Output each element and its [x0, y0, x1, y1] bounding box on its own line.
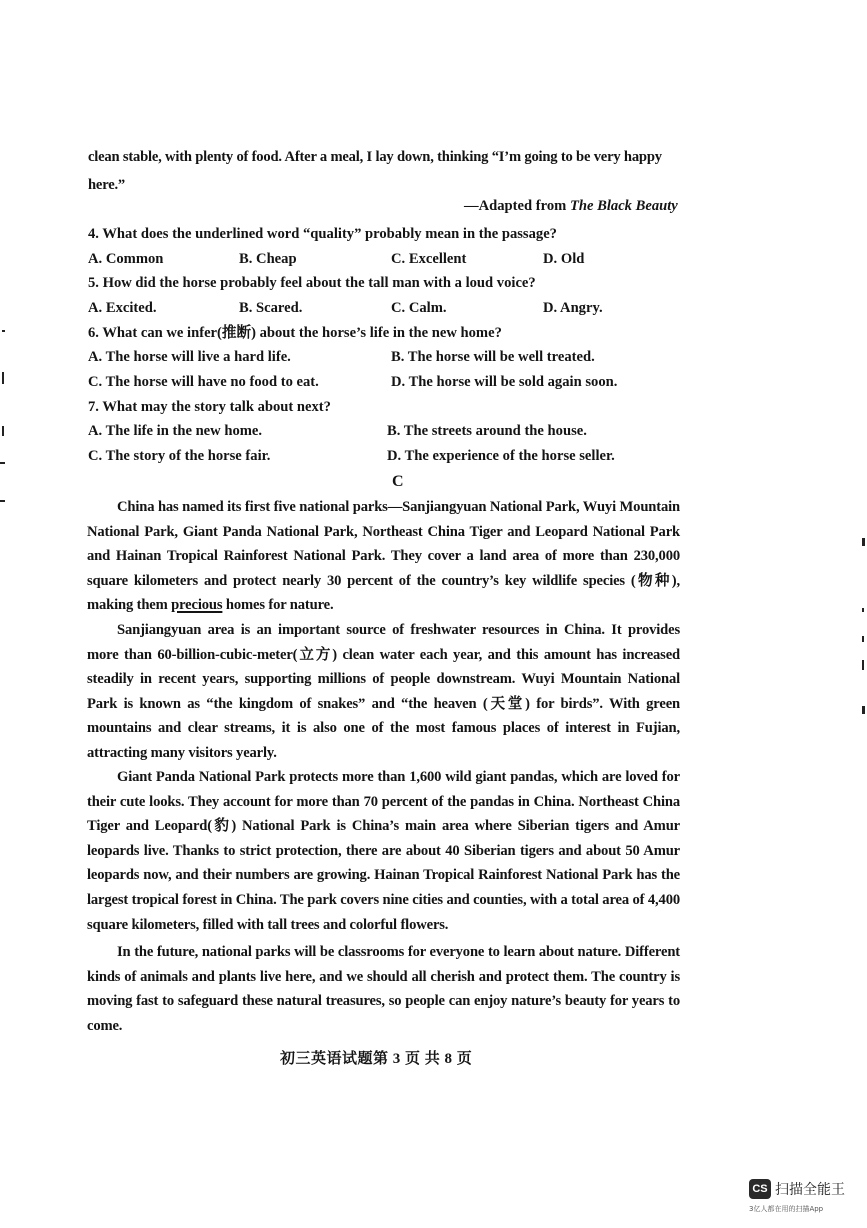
scan-mark [2, 330, 5, 332]
q6-option-c: C. The horse will have no food to eat. [88, 374, 319, 390]
q4-option-d: D. Old [543, 251, 585, 267]
underlined-word-precious: precious [171, 597, 223, 614]
section-c-paragraph-1 [87, 495, 680, 618]
p1-text-after: homes for nature. [222, 597, 334, 614]
p3-text: Giant Panda National Park protects more than 1,600 wild giant pandas, which are loved for their cute looks. They account for more than 70 percent of the pandas in China. Northeast China Tiger and Leopard(豹) National Park is China’s main area where Siberian tigers and Amur leopards live. Thanks to strict protection, there are about 40 Siberian tigers and about 50 Amur leopards now, and their numbers are growing. Hainan Tropical Rainforest National Park has the largest tropical forest in China. The park covers nine cities and counties, with a total area of 4,400 square kilometers, filled with tall trees and colorful flowers. [87, 769, 680, 933]
q7-option-a: A. The life in the new home. [88, 423, 263, 439]
passage-source [464, 198, 678, 215]
passage-b-line-1: clean stable, with plenty of food. After a meal, I lay down, thinking “I’m going to be very happy [88, 149, 662, 165]
section-c-paragraph-4 [87, 940, 680, 1038]
question-5: 5. How did the horse probably feel about the tall man with a loud voice? [88, 275, 536, 291]
q4-option-c: C. Excellent [391, 251, 467, 267]
q7-option-c: C. The story of the horse fair. [88, 448, 271, 464]
p4-text: In the future, national parks will be classrooms for everyone to learn about nature. Different kinds of animals and plants live here, and we should all cherish and protect them. The country is moving fast to safeguard these natural treasures, so people can enjoy nature’s beauty for years to come. [87, 944, 680, 1034]
scan-mark [862, 706, 865, 714]
section-c-heading: C [392, 473, 404, 490]
q5-option-a: A. Excited. [88, 300, 157, 316]
passage-b-line-2: here.” [88, 177, 126, 193]
scan-mark [862, 660, 864, 670]
cs-logo-icon: CS [749, 1179, 771, 1199]
scan-mark [2, 426, 4, 436]
question-4: 4. What does the underlined word “quality” probably mean in the passage? [88, 226, 557, 242]
q4-option-b: B. Cheap [239, 251, 297, 267]
scan-mark [0, 500, 5, 502]
source-title: The Black Beauty [569, 198, 678, 214]
section-c-paragraph-3 [87, 765, 680, 937]
scanner-brand-name: 扫描全能王 [775, 1182, 845, 1198]
p2-text: Sanjiangyuan area is an important source of freshwater resources in China. It provides more than 60-billion-cubic-meter(立方) clean water each year, and this amount has increased steadily in recent years, supporting millions of people downstream. Wuyi Mountain National Park is known as “the kingdom of snakes” and “the heaven (天堂) for birds”. With green mountains and clear streams, it is also one of the most famous places of interest in Fujian, attracting many visitors yearly. [87, 622, 680, 761]
q5-option-d: D. Angry. [543, 300, 603, 316]
p1-text-before: China has named its first five national parks—Sanjiangyuan National Park, Wuyi Mountain National Park, Giant Panda National Park, Northeast China Tiger and Leopard National Park and Hainan Tropical Rainforest National Park. They cover a land area of more than 230,000 square kilometers and protect nearly 30 percent of the country’s key wildlife species (物种), making them [87, 499, 680, 614]
q6-option-b: B. The horse will be well treated. [391, 349, 595, 365]
q7-option-d: D. The experience of the horse seller. [387, 448, 615, 464]
question-6: 6. What can we infer(推断) about the horse’s life in the new home? [88, 325, 502, 341]
q6-option-d: D. The horse will be sold again soon. [391, 374, 618, 390]
q7-option-b: B. The streets around the house. [387, 423, 587, 439]
scan-mark [0, 462, 5, 464]
page-footer: 初三英语试题第 3 页 共 8 页 [280, 1051, 473, 1067]
scan-mark [862, 538, 865, 546]
q5-option-b: B. Scared. [239, 300, 303, 316]
scanner-tagline: 3亿人都在用的扫描App [749, 1205, 824, 1213]
q6-option-a: A. The horse will live a hard life. [88, 349, 291, 365]
scan-mark [2, 372, 4, 384]
question-7: 7. What may the story talk about next? [88, 399, 331, 415]
scan-mark [862, 636, 864, 642]
section-c-paragraph-2 [87, 618, 680, 766]
source-prefix: —Adapted from [464, 198, 570, 214]
scan-mark [862, 608, 864, 612]
q4-option-a: A. Common [88, 251, 164, 267]
q5-option-c: C. Calm. [391, 300, 447, 316]
